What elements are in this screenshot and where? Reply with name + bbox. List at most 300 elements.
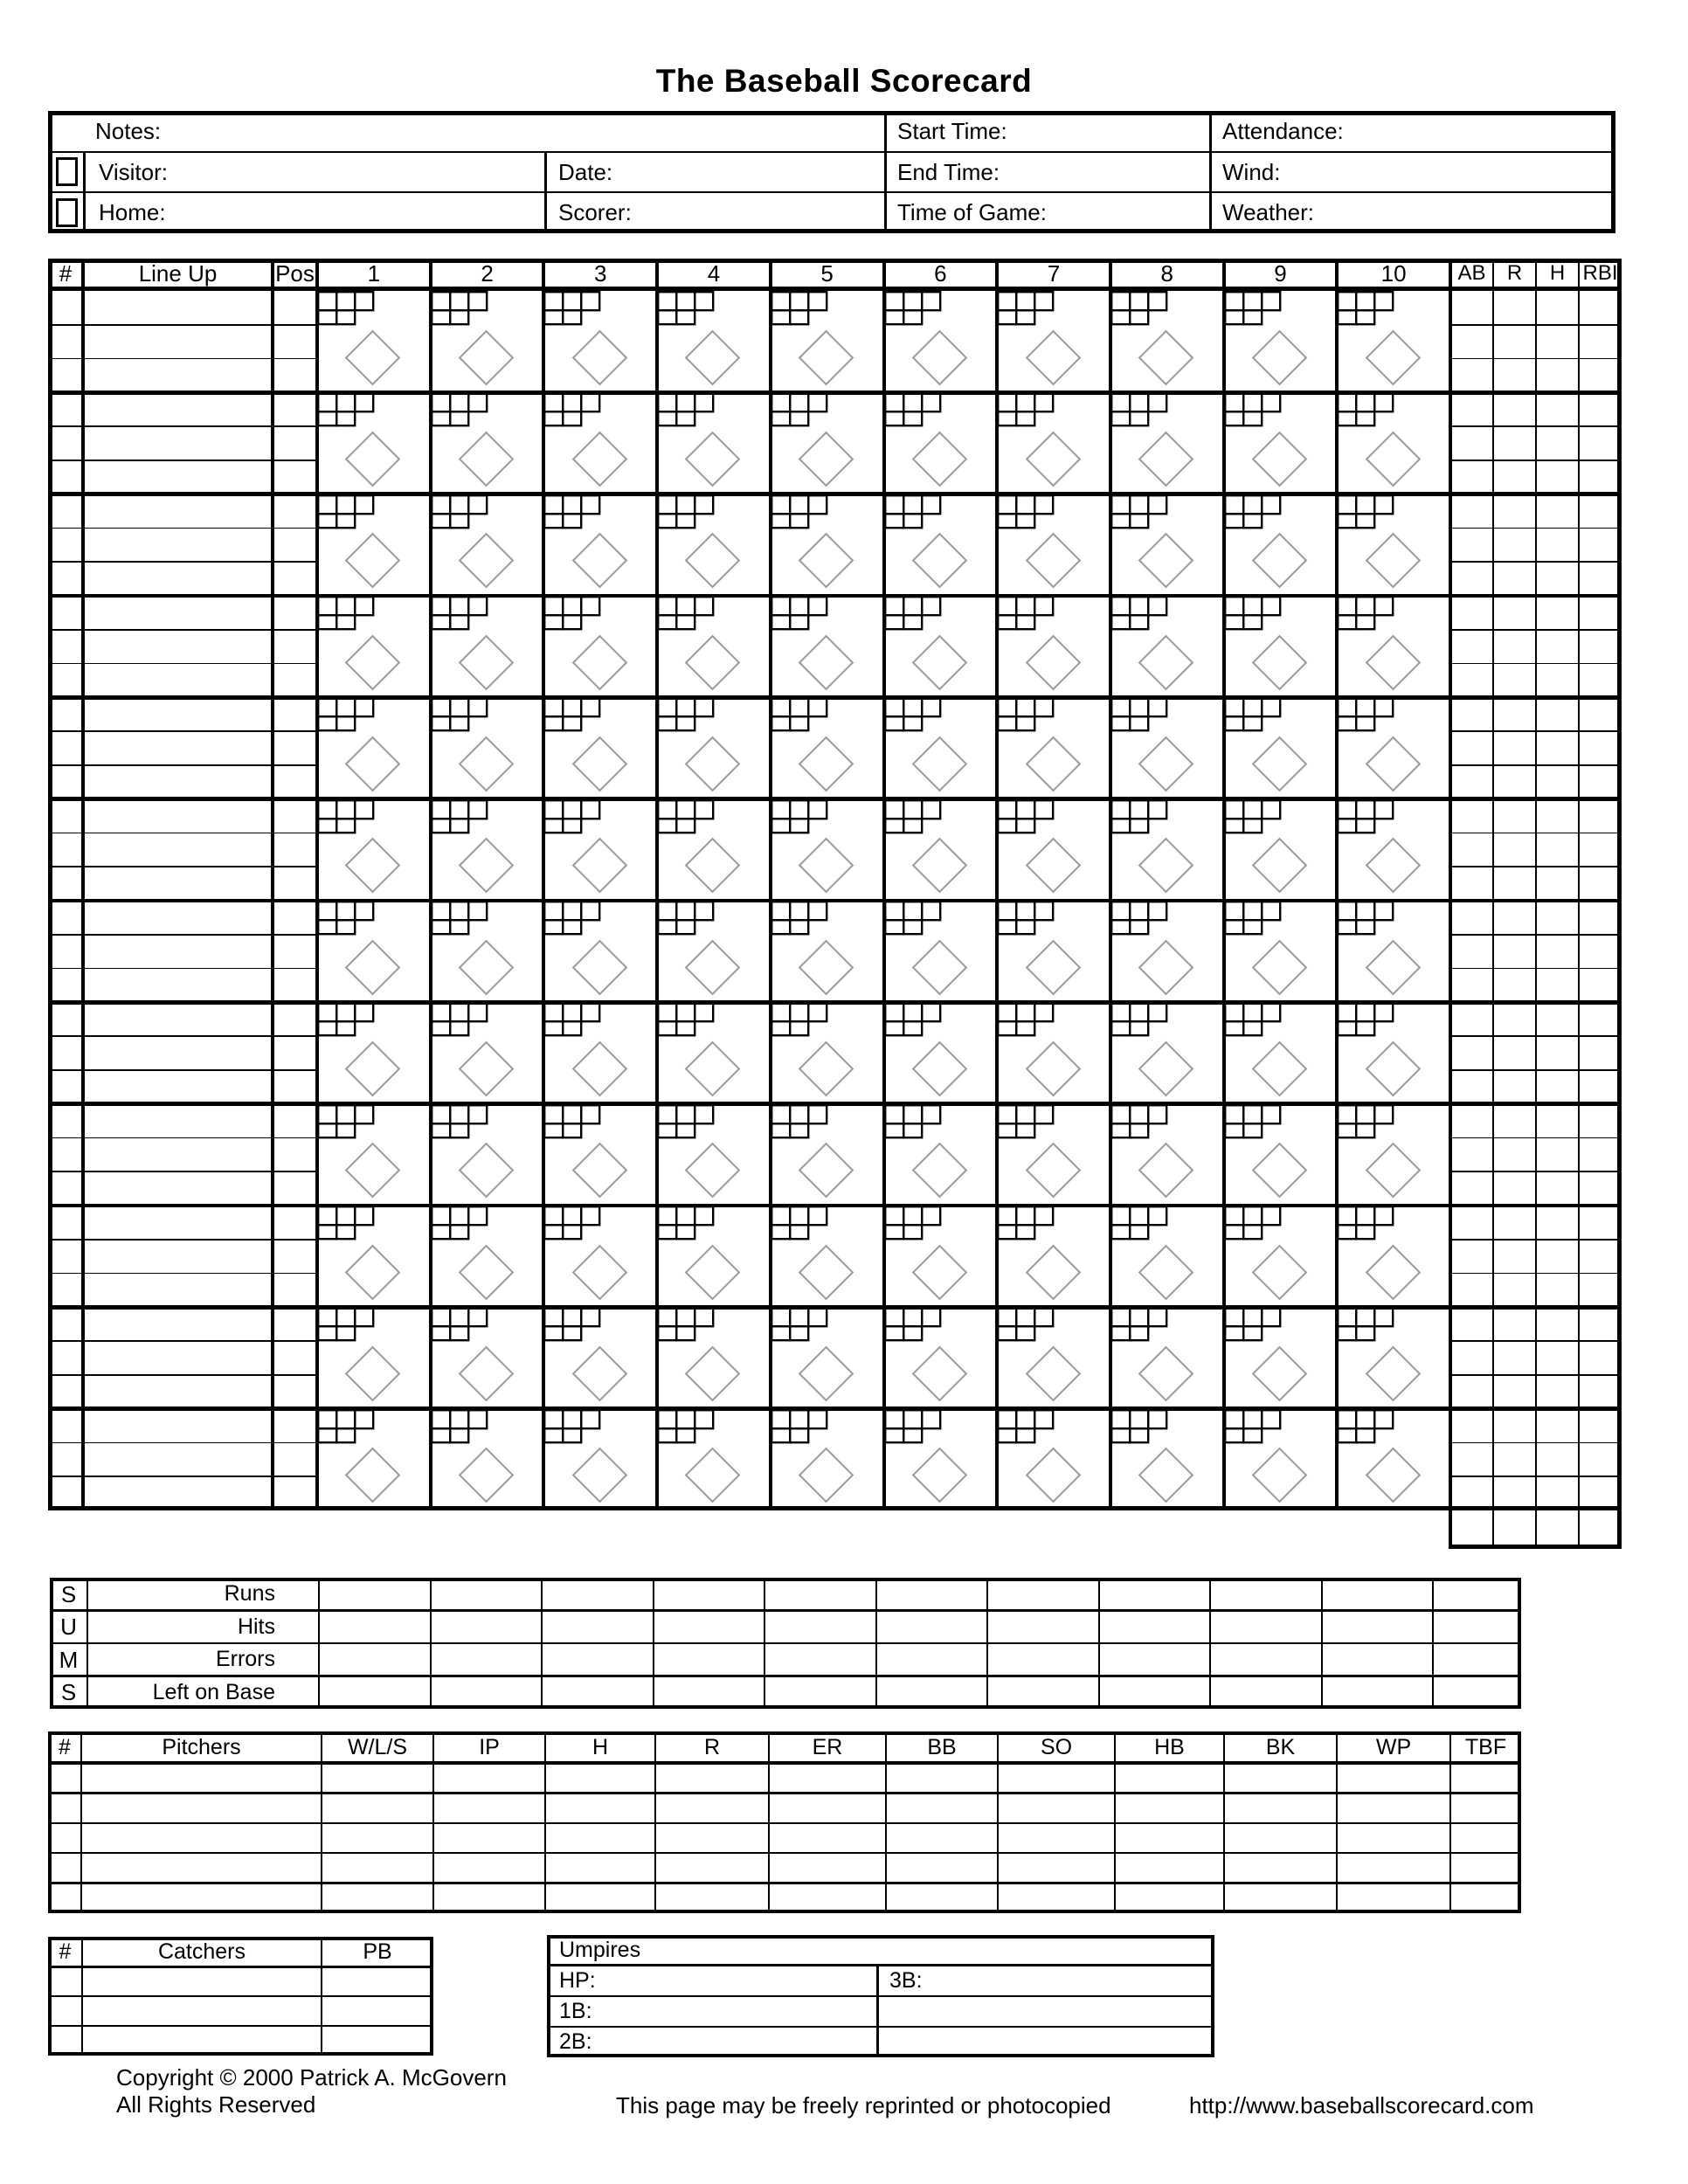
- catchers-column-header: #: [59, 1939, 72, 1964]
- diamond-icon: [685, 939, 741, 995]
- diamond-icon: [685, 329, 741, 385]
- pitch-count-boxes-icon: [1337, 291, 1395, 327]
- grid-line: [875, 1578, 877, 1709]
- pitchers-column-header: Pitchers: [162, 1735, 241, 1759]
- diamond-icon: [911, 736, 967, 792]
- pitch-count-boxes-icon: [1110, 1409, 1169, 1445]
- diamond-icon: [1025, 1244, 1081, 1300]
- diamond-icon: [459, 939, 515, 995]
- pitchers-column-header: IP: [479, 1735, 500, 1759]
- pitch-count-boxes-icon: [431, 1002, 489, 1038]
- pitch-count-boxes-icon: [884, 901, 943, 936]
- diamond-icon: [1252, 1346, 1308, 1402]
- pitch-count-boxes-icon: [1337, 799, 1395, 835]
- pitch-count-boxes-icon: [543, 799, 602, 835]
- pitchers-column-header: ER: [812, 1735, 843, 1759]
- sums-row-label: Runs: [224, 1581, 275, 1606]
- pitch-count-boxes-icon: [997, 291, 1055, 327]
- diamond-icon: [1252, 329, 1308, 385]
- diamond-icon: [1138, 1041, 1194, 1097]
- pitch-count-boxes-icon: [1337, 697, 1395, 733]
- pitch-count-boxes-icon: [884, 1002, 943, 1038]
- grid-line: [653, 1578, 654, 1709]
- pitch-count-boxes-icon: [1337, 1409, 1395, 1445]
- pitch-count-boxes-icon: [997, 1002, 1055, 1038]
- pitch-count-boxes-icon: [431, 901, 489, 936]
- diamond-icon: [459, 1041, 515, 1097]
- inning-header: 8: [1160, 260, 1173, 287]
- diamond-icon: [1365, 432, 1421, 487]
- pitch-count-boxes-icon: [543, 392, 602, 428]
- pitch-count-boxes-icon: [317, 1206, 376, 1241]
- stat-header: H: [1549, 261, 1566, 285]
- pitchers-column-header: SO: [1040, 1735, 1073, 1759]
- umpire-1b-label: 1B:: [559, 1999, 592, 2023]
- grid-line: [48, 629, 317, 631]
- pitch-count-boxes-icon: [771, 392, 829, 428]
- grid-line: [48, 1882, 1521, 1884]
- umpires-box: [547, 1935, 1214, 2057]
- sums-row-label: Hits: [237, 1614, 275, 1639]
- diamond-icon: [1252, 1244, 1308, 1300]
- pitch-count-boxes-icon: [884, 799, 943, 835]
- footer: [0, 2053, 1688, 2184]
- pitch-count-boxes-icon: [543, 901, 602, 936]
- umpires-title: Umpires: [559, 1938, 641, 1962]
- diamond-icon: [459, 634, 515, 690]
- diamond-icon: [799, 1041, 854, 1097]
- diamond-icon: [799, 1244, 854, 1300]
- inning-header: 10: [1380, 260, 1407, 287]
- grid-line: [1578, 259, 1581, 1549]
- grid-line: [48, 324, 317, 326]
- pitchers-column-header: R: [703, 1735, 721, 1759]
- diamond-icon: [1252, 1143, 1308, 1199]
- pitch-count-boxes-icon: [771, 1307, 829, 1343]
- pitch-count-boxes-icon: [1224, 901, 1283, 936]
- pitch-count-boxes-icon: [1224, 697, 1283, 733]
- pitch-count-boxes-icon: [997, 392, 1055, 428]
- diamond-icon: [1025, 1448, 1081, 1503]
- diamond-icon: [1365, 1143, 1421, 1199]
- diamond-icon: [459, 736, 515, 792]
- diamond-icon: [911, 939, 967, 995]
- grid-line: [48, 1239, 317, 1241]
- diamond-icon: [1252, 939, 1308, 995]
- grid-line: [1535, 259, 1538, 1549]
- diamond-icon: [1365, 1244, 1421, 1300]
- diamond-icon: [1365, 838, 1421, 894]
- grid-line: [50, 1609, 1521, 1612]
- grid-line: [48, 528, 317, 529]
- pitch-count-boxes-icon: [657, 1206, 716, 1241]
- pitch-count-boxes-icon: [317, 1002, 376, 1038]
- inning-header: 7: [1047, 260, 1061, 287]
- inning-header: 9: [1274, 260, 1287, 287]
- diamond-icon: [1025, 838, 1081, 894]
- diamond-icon: [571, 1346, 627, 1402]
- diamond-icon: [1138, 1448, 1194, 1503]
- sums-letter: M: [59, 1646, 79, 1673]
- pitch-count-boxes-icon: [1110, 494, 1169, 530]
- pitch-count-boxes-icon: [543, 1409, 602, 1445]
- rights-reserved-text: All Rights Reserved: [116, 2091, 316, 2118]
- diamond-icon: [1365, 1041, 1421, 1097]
- pitch-count-boxes-icon: [657, 291, 716, 327]
- diamond-icon: [1365, 533, 1421, 589]
- pitch-count-boxes-icon: [1224, 1002, 1283, 1038]
- diamond-icon: [1365, 939, 1421, 995]
- grid-line: [271, 259, 274, 1510]
- pitch-count-boxes-icon: [431, 1409, 489, 1445]
- pitch-count-boxes-icon: [431, 799, 489, 835]
- home-checkbox: [56, 198, 78, 227]
- diamond-icon: [1138, 533, 1194, 589]
- diamond-icon: [1138, 838, 1194, 894]
- sums-row-label: Left on Base: [152, 1679, 275, 1704]
- pitch-count-boxes-icon: [1110, 901, 1169, 936]
- diamond-icon: [459, 533, 515, 589]
- grid-line: [547, 1935, 550, 2057]
- date-field-label: Date:: [558, 159, 613, 185]
- grid-line: [1432, 1578, 1434, 1709]
- diamond-icon: [1252, 432, 1308, 487]
- pitch-count-boxes-icon: [657, 392, 716, 428]
- diamond-icon: [1025, 329, 1081, 385]
- diamond-icon: [1138, 329, 1194, 385]
- pitch-count-boxes-icon: [657, 596, 716, 632]
- diamond-icon: [1252, 634, 1308, 690]
- pitch-count-boxes-icon: [997, 1104, 1055, 1140]
- website-url-text: http://www.baseballscorecard.com: [1189, 2092, 1534, 2118]
- grid-line: [48, 425, 317, 427]
- diamond-icon: [799, 432, 854, 487]
- diamond-icon: [345, 939, 401, 995]
- grid-line: [1209, 111, 1212, 233]
- diamond-icon: [1365, 634, 1421, 690]
- diamond-icon: [345, 1041, 401, 1097]
- pitch-count-boxes-icon: [997, 494, 1055, 530]
- pitch-count-boxes-icon: [317, 291, 376, 327]
- pitch-count-boxes-icon: [1337, 392, 1395, 428]
- pitch-count-boxes-icon: [1110, 697, 1169, 733]
- diamond-icon: [1252, 736, 1308, 792]
- sums-table: [50, 1578, 1521, 1709]
- grid-line: [83, 152, 86, 233]
- notes-field-label: Notes:: [95, 118, 162, 144]
- diamond-icon: [1025, 1143, 1081, 1199]
- pitch-count-boxes-icon: [771, 1206, 829, 1241]
- pitch-count-boxes-icon: [1110, 291, 1169, 327]
- diamond-icon: [911, 1143, 967, 1199]
- grid-line: [876, 1965, 879, 2057]
- diamond-icon: [799, 838, 854, 894]
- diamond-icon: [799, 939, 854, 995]
- diamond-icon: [345, 1143, 401, 1199]
- grid-line: [48, 968, 317, 970]
- pitch-count-boxes-icon: [431, 1206, 489, 1241]
- diamond-icon: [911, 533, 967, 589]
- diamond-icon: [459, 838, 515, 894]
- pitch-count-boxes-icon: [1337, 901, 1395, 936]
- pitch-count-boxes-icon: [1110, 1104, 1169, 1140]
- grid-line: [48, 1442, 317, 1444]
- grid-line: [48, 1792, 1521, 1794]
- pitch-count-boxes-icon: [771, 799, 829, 835]
- diamond-icon: [1025, 1041, 1081, 1097]
- grid-line: [48, 1137, 317, 1139]
- diamond-icon: [459, 432, 515, 487]
- pitch-count-boxes-icon: [1224, 291, 1283, 327]
- grid-line: [544, 152, 547, 233]
- pitch-count-boxes-icon: [1224, 1104, 1283, 1140]
- scorer-field-label: Scorer:: [558, 199, 632, 225]
- grid-line: [48, 663, 317, 665]
- pitch-count-boxes-icon: [1224, 596, 1283, 632]
- grid-line: [1209, 1578, 1211, 1709]
- diamond-icon: [799, 736, 854, 792]
- diamond-icon: [1365, 736, 1421, 792]
- diamond-icon: [799, 329, 854, 385]
- pitch-count-boxes-icon: [997, 901, 1055, 936]
- grid-line: [1611, 111, 1615, 233]
- inning-header: 3: [594, 260, 607, 287]
- sums-letter: U: [60, 1614, 77, 1641]
- grid-line: [81, 259, 85, 1510]
- diamond-icon: [571, 1448, 627, 1503]
- grid-line: [48, 1910, 1521, 1913]
- diamond-icon: [571, 432, 627, 487]
- pitchers-column-header: H: [591, 1735, 609, 1759]
- diamond-icon: [1138, 736, 1194, 792]
- pitch-count-boxes-icon: [884, 596, 943, 632]
- pitch-count-boxes-icon: [431, 291, 489, 327]
- grid-line: [884, 111, 887, 233]
- inning-header: 5: [820, 260, 834, 287]
- pitch-count-boxes-icon: [997, 596, 1055, 632]
- diamond-icon: [911, 838, 967, 894]
- umpire-2b-label: 2B:: [559, 2029, 592, 2054]
- diamond-icon: [1025, 736, 1081, 792]
- diamond-icon: [345, 1448, 401, 1503]
- diamond-icon: [685, 432, 741, 487]
- grid-line: [48, 1476, 317, 1477]
- diamond-icon: [1025, 533, 1081, 589]
- pitch-count-boxes-icon: [657, 1307, 716, 1343]
- pitch-count-boxes-icon: [1110, 1206, 1169, 1241]
- pitch-count-boxes-icon: [1110, 1002, 1169, 1038]
- pitch-count-boxes-icon: [657, 1104, 716, 1140]
- diamond-icon: [799, 1143, 854, 1199]
- diamond-icon: [571, 939, 627, 995]
- grid-line: [318, 1578, 320, 1709]
- weather-field-label: Weather:: [1222, 199, 1315, 225]
- page-title: The Baseball Scorecard: [655, 63, 1033, 99]
- pitch-count-boxes-icon: [884, 697, 943, 733]
- diamond-icon: [685, 1143, 741, 1199]
- pitch-count-boxes-icon: [543, 291, 602, 327]
- diamond-icon: [911, 1448, 967, 1503]
- position-header: Pos: [275, 260, 315, 287]
- pitch-count-boxes-icon: [657, 697, 716, 733]
- pitch-count-boxes-icon: [1224, 392, 1283, 428]
- grid-line: [48, 1506, 1622, 1510]
- pitch-count-boxes-icon: [1110, 392, 1169, 428]
- pitch-count-boxes-icon: [997, 1307, 1055, 1343]
- pitch-count-boxes-icon: [1110, 596, 1169, 632]
- grid-line: [48, 191, 1615, 194]
- grid-line: [1211, 1935, 1214, 2057]
- diamond-icon: [911, 1041, 967, 1097]
- visitor-checkbox: [56, 157, 78, 186]
- diamond-icon: [459, 1346, 515, 1402]
- pitch-count-boxes-icon: [317, 494, 376, 530]
- diamond-icon: [571, 838, 627, 894]
- pitch-count-boxes-icon: [317, 596, 376, 632]
- diamond-icon: [799, 634, 854, 690]
- grid-line: [48, 1171, 317, 1172]
- lineup-number-header: #: [59, 260, 73, 287]
- grid-line: [48, 259, 52, 1510]
- grid-line: [48, 358, 317, 360]
- pitch-count-boxes-icon: [1224, 494, 1283, 530]
- grid-line: [48, 2025, 433, 2028]
- grid-line: [1492, 259, 1495, 1549]
- grid-line: [50, 1675, 1521, 1677]
- pitch-count-boxes-icon: [997, 799, 1055, 835]
- diamond-icon: [1025, 939, 1081, 995]
- diamond-icon: [685, 1346, 741, 1402]
- pitch-count-boxes-icon: [657, 1002, 716, 1038]
- pitch-count-boxes-icon: [543, 1104, 602, 1140]
- attendance-field-label: Attendance:: [1222, 118, 1344, 144]
- stat-header: RBI: [1582, 261, 1618, 285]
- grid-line: [48, 1069, 317, 1071]
- diamond-icon: [1138, 1244, 1194, 1300]
- grid-line: [1518, 1578, 1521, 1709]
- pitch-count-boxes-icon: [884, 1409, 943, 1445]
- pitch-count-boxes-icon: [1337, 1002, 1395, 1038]
- pitchers-column-header: W/L/S: [347, 1735, 408, 1759]
- diamond-icon: [1138, 1346, 1194, 1402]
- grid-line: [50, 1642, 1521, 1645]
- pitch-count-boxes-icon: [657, 494, 716, 530]
- diamond-icon: [685, 838, 741, 894]
- grid-line: [430, 1578, 432, 1709]
- end-time-field-label: End Time:: [897, 159, 1000, 185]
- time-of-game-field-label: Time of Game:: [897, 199, 1047, 225]
- grid-line: [48, 866, 317, 867]
- pitchers-column-header: BB: [927, 1735, 957, 1759]
- diamond-icon: [1365, 1346, 1421, 1402]
- pitch-count-boxes-icon: [431, 494, 489, 530]
- diamond-icon: [685, 634, 741, 690]
- stat-header: R: [1506, 261, 1523, 285]
- pitch-count-boxes-icon: [657, 901, 716, 936]
- grid-line: [547, 1935, 1214, 1939]
- grid-line: [48, 460, 317, 461]
- diamond-icon: [345, 736, 401, 792]
- pitch-count-boxes-icon: [317, 697, 376, 733]
- diamond-icon: [1138, 634, 1194, 690]
- diamond-icon: [911, 1346, 967, 1402]
- pitch-count-boxes-icon: [1337, 1206, 1395, 1241]
- grid-line: [48, 1822, 1521, 1825]
- pitch-count-boxes-icon: [771, 1104, 829, 1140]
- diamond-icon: [1252, 533, 1308, 589]
- pitchers-column-header: TBF: [1464, 1735, 1507, 1759]
- diamond-icon: [345, 838, 401, 894]
- grid-line: [48, 111, 52, 233]
- diamond-icon: [911, 432, 967, 487]
- diamond-icon: [799, 1346, 854, 1402]
- game-info-table: [48, 111, 1615, 233]
- pitch-count-boxes-icon: [771, 1409, 829, 1445]
- diamond-icon: [571, 1041, 627, 1097]
- pitchers-column-header: HB: [1154, 1735, 1185, 1759]
- diamond-icon: [911, 329, 967, 385]
- pitch-count-boxes-icon: [997, 697, 1055, 733]
- diamond-icon: [685, 533, 741, 589]
- diamond-icon: [571, 736, 627, 792]
- grid-line: [48, 1374, 317, 1376]
- pitch-count-boxes-icon: [1224, 1409, 1283, 1445]
- diamond-icon: [911, 634, 967, 690]
- diamond-icon: [799, 1448, 854, 1503]
- pitch-count-boxes-icon: [997, 1206, 1055, 1241]
- pitch-count-boxes-icon: [543, 596, 602, 632]
- catchers-column-header: Catchers: [157, 1939, 246, 1964]
- grid-line: [547, 1995, 1214, 1998]
- diamond-icon: [345, 329, 401, 385]
- wind-field-label: Wind:: [1222, 159, 1281, 185]
- pitch-count-boxes-icon: [884, 392, 943, 428]
- diamond-icon: [571, 1244, 627, 1300]
- pitch-count-boxes-icon: [317, 799, 376, 835]
- pitch-count-boxes-icon: [771, 901, 829, 936]
- pitchers-table: [48, 1731, 1521, 1913]
- pitch-count-boxes-icon: [317, 901, 376, 936]
- grid-line: [48, 1852, 1521, 1855]
- pitch-count-boxes-icon: [771, 1002, 829, 1038]
- pitch-count-boxes-icon: [884, 1104, 943, 1140]
- reprint-notice-text: This page may be freely reprinted or photocopied: [616, 2092, 1111, 2118]
- diamond-icon: [345, 533, 401, 589]
- pitch-count-boxes-icon: [431, 1104, 489, 1140]
- pitch-count-boxes-icon: [657, 799, 716, 835]
- pitch-count-boxes-icon: [884, 1206, 943, 1241]
- pitch-count-boxes-icon: [884, 494, 943, 530]
- diamond-icon: [571, 533, 627, 589]
- diamond-icon: [345, 1244, 401, 1300]
- grid-line: [1617, 259, 1622, 1549]
- pitch-count-boxes-icon: [317, 1307, 376, 1343]
- pitch-count-boxes-icon: [431, 596, 489, 632]
- inning-header: 4: [707, 260, 721, 287]
- inning-header: 2: [481, 260, 494, 287]
- diamond-icon: [1138, 939, 1194, 995]
- catchers-column-header: PB: [363, 1939, 392, 1964]
- diamond-icon: [685, 1448, 741, 1503]
- pitch-count-boxes-icon: [1337, 1104, 1395, 1140]
- pitchers-column-header: BK: [1265, 1735, 1296, 1759]
- sums-letter: S: [60, 1580, 77, 1607]
- grid-line: [764, 1578, 765, 1709]
- umpire-3b-label: 3B:: [889, 1968, 923, 1993]
- pitch-count-boxes-icon: [1337, 596, 1395, 632]
- grid-line: [48, 1340, 317, 1342]
- diamond-icon: [571, 329, 627, 385]
